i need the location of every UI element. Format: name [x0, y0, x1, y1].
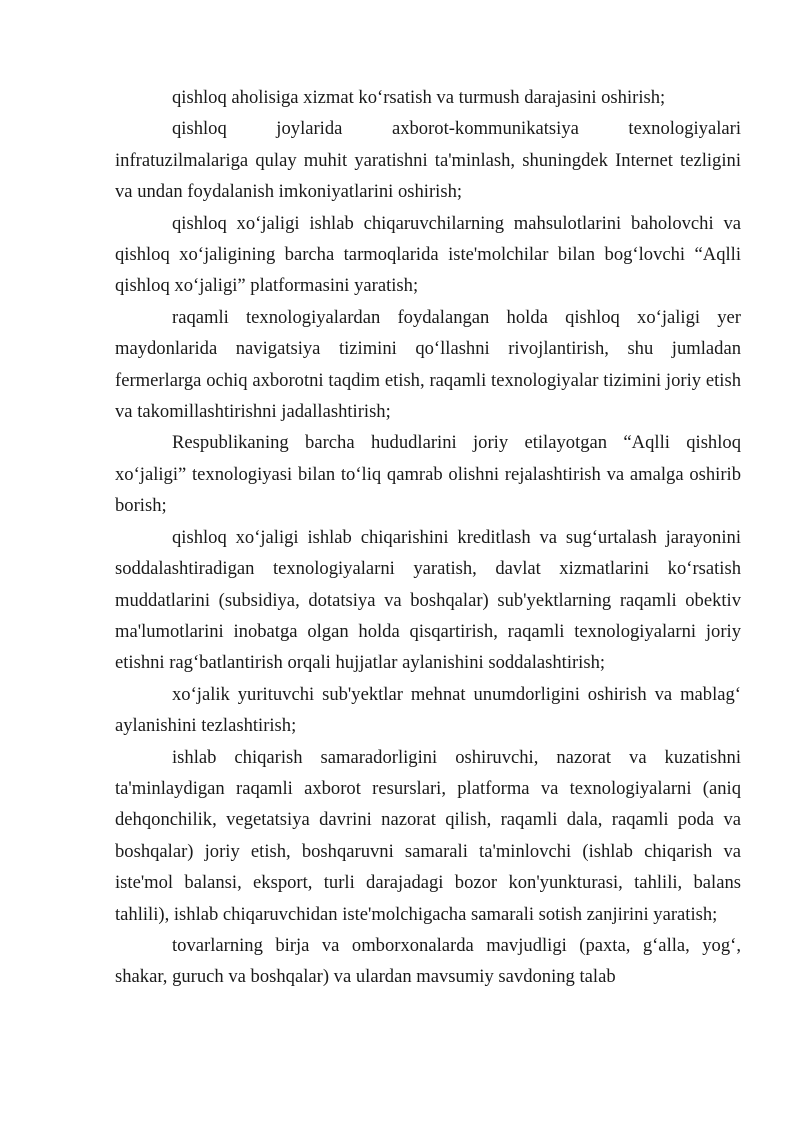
paragraph-3: qishloq xo‘jaligi ishlab chiqaruvchilarning mahsulotlarini baholovchi va qishloq xo‘jaligining barcha tarmoqlarida iste'molchilar bilan bog‘lovchi “Aqlli qishloq xo‘jaligi” platformasini yaratish; [115, 212, 741, 297]
paragraph-6: qishloq xo‘jaligi ishlab chiqarishini kreditlash va sug‘urtalash jarayonini soddalashtiradigan texnologiyalarni yaratish, davlat xizmatlarini ko‘rsatish muddatlarini (subsidiya, dotatsiya va boshqalar) sub'yektlarning raqamli obektiv ma'lumotlarini inobatga olgan holda qisqartirish, raqamli texnologiyalarni joriy etishni rag‘batlantirish orqali hujjatlar aylanishini soddalashtirish; [115, 526, 741, 674]
paragraph-2: qishloq joylarida axborot-kommunikatsiya texnologiyalari infratuzilmalariga qulay muhit yaratishni ta'minlash, shuningdek Internet tezligini va undan foydalanish imkoniyatlarini oshirish; [115, 118, 741, 203]
document-page [115, 82, 741, 993]
paragraph-7: xo‘jalik yurituvchi sub'yektlar mehnat unumdorligini oshirish va mablag‘ aylanishini tezlashtirish; [115, 683, 741, 737]
paragraph-4: raqamli texnologiyalardan foydalangan holda qishloq xo‘jaligi yer maydonlarida navigatsiya tizimini qo‘llashni rivojlantirish, shu jumladan fermerlarga ochiq axborotni taqdim etish, raqamli texnologiyalar tizimini joriy etish va takomillashtirishni jadallashtirish; [115, 306, 741, 423]
paragraph-5: Respublikaning barcha hududlarini joriy etilayotgan “Aqlli qishloq xo‘jaligi” texnologiyasi bilan to‘liq qamrab olishni rejalashtirish va amalga oshirib borish; [115, 432, 741, 517]
paragraph-8: ishlab chiqarish samaradorligini oshiruvchi, nazorat va kuzatishni ta'minlaydigan raqamli axborot resurslari, platforma va texnologiyalarni (aniq dehqonchilik, vegetatsiya davrini nazorat qilish, raqamli dala, raqamli poda va boshqalar) joriy etish, boshqaruvni samarali ta'minlovchi (ishlab chiqarish va iste'mol balansi, eksport, turli darajadagi bozor kon'yunkturasi, tahlili, balans tahlili), ishlab chiqaruvchidan iste'molchigacha samarali sotish zanjirini yaratish; [115, 746, 741, 925]
paragraph-1: qishloq aholisiga xizmat ko‘rsatish va turmush darajasini oshirish; [172, 87, 666, 108]
paragraph-9: tovarlarning birja va omborxonalarda mavjudligi (paxta, g‘alla, yog‘, shakar, guruch va boshqalar) va ulardan mavsumiy savdoning talab [115, 934, 741, 988]
